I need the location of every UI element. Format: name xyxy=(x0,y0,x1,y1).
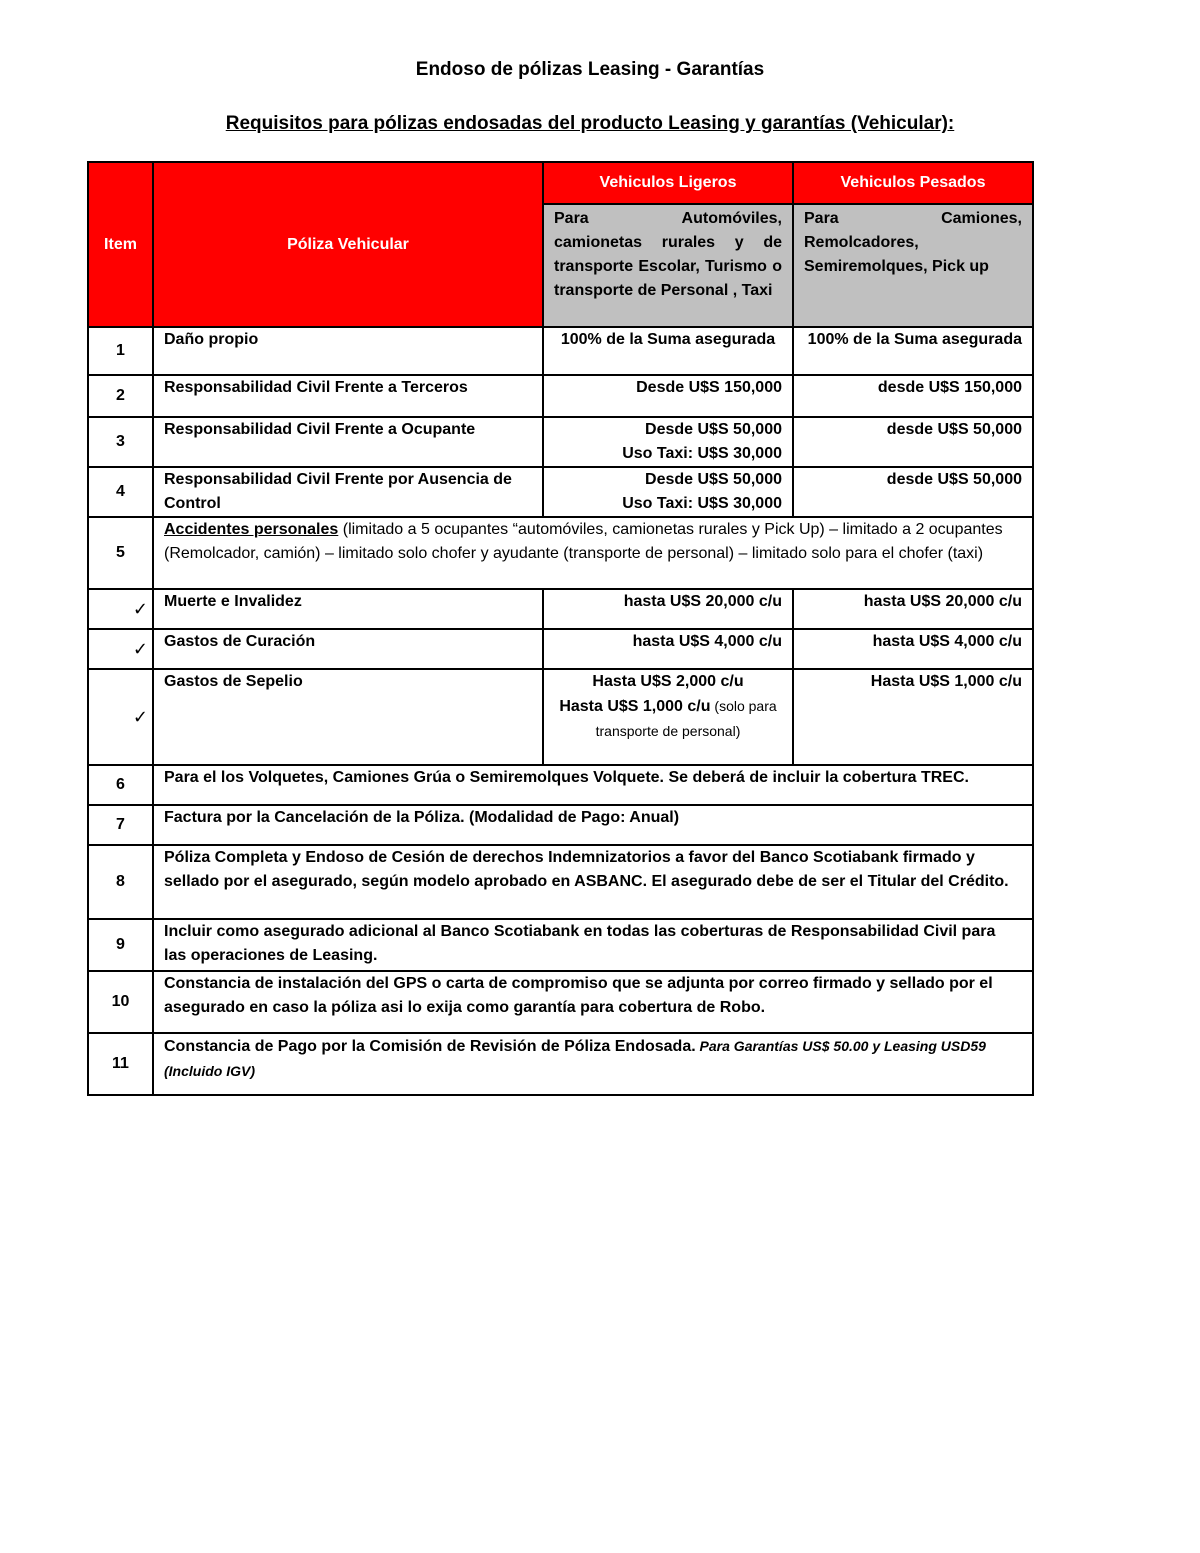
accidentes-personales-detail: (limitado a 5 ocupantes “automóviles, camionetas rurales y Pick Up) – limitado a 2 ocupantes (Remolcador, camión) – limitado solo chofer y ayudante (transporte de personal) – limitado solo para el chofer (taxi) xyxy=(164,521,1003,562)
accidentes-personales-label: Accidentes personales xyxy=(164,521,339,538)
ligeros-value-line: Uso Taxi: U$S 30,000 xyxy=(622,495,782,512)
ligeros-value xyxy=(543,669,793,765)
row-number: 10 xyxy=(88,971,153,1033)
requirements-table xyxy=(87,161,1034,1096)
row-description xyxy=(153,1033,1033,1095)
table-row xyxy=(88,589,1033,629)
checkmark-icon: ✓ xyxy=(88,629,153,669)
table-row xyxy=(88,467,1033,517)
table-row xyxy=(88,765,1033,805)
ligeros-value: Desde U$S 150,000 xyxy=(543,375,793,417)
row-description: Póliza Completa y Endoso de Cesión de derechos Indemnizatorios a favor del Banco Scotiabank firmado y sellado por el asegurado, según modelo aprobado en ASBANC. El asegurado debe de ser el Titular del Crédito. xyxy=(153,845,1033,919)
table-row xyxy=(88,919,1033,971)
row-number: 3 xyxy=(88,417,153,467)
header-ligeros: Vehiculos Ligeros xyxy=(543,162,793,204)
pesados-value: 100% de la Suma asegurada xyxy=(793,327,1033,375)
ligeros-value-line: Desde U$S 50,000 xyxy=(645,421,782,438)
table-row xyxy=(88,517,1033,589)
row-description: Responsabilidad Civil Frente por Ausencia de Control xyxy=(153,467,543,517)
pesados-value: desde U$S 150,000 xyxy=(793,375,1033,417)
ligeros-value xyxy=(543,417,793,467)
ligeros-value-line: Hasta U$S 2,000 c/u xyxy=(592,673,744,690)
table-row xyxy=(88,375,1033,417)
header-pesados-desc: Para Camiones, Remolcadores, Semiremolques, Pick up xyxy=(793,204,1033,327)
row-description: Para el los Volquetes, Camiones Grúa o Semiremolques Volquete. Se deberá de incluir la cobertura TREC. xyxy=(153,765,1033,805)
row-description: Gastos de Sepelio xyxy=(153,669,543,765)
pesados-value: desde U$S 50,000 xyxy=(793,467,1033,517)
header-ligeros-desc: Para Automóviles, camionetas rurales y de transporte Escolar, Turismo o transporte de Personal , Taxi xyxy=(543,204,793,327)
row-description: Responsabilidad Civil Frente a Ocupante xyxy=(153,417,543,467)
table-row xyxy=(88,629,1033,669)
table-header-row xyxy=(88,162,1033,204)
row-description xyxy=(153,517,1033,589)
pesados-value: hasta U$S 4,000 c/u xyxy=(793,629,1033,669)
document-subtitle: Requisitos para pólizas endosadas del producto Leasing y garantías (Vehicular): xyxy=(225,113,955,134)
ligeros-value-line: Desde U$S 50,000 xyxy=(645,471,782,488)
row-number: 2 xyxy=(88,375,153,417)
header-item: Item xyxy=(88,162,153,327)
ligeros-value-note: (solo para transporte de personal) xyxy=(595,698,777,739)
checkmark-icon: ✓ xyxy=(88,669,153,765)
row-description: Muerte e Invalidez xyxy=(153,589,543,629)
ligeros-value-line xyxy=(554,694,782,744)
table-row xyxy=(88,971,1033,1033)
row-description: Responsabilidad Civil Frente a Terceros xyxy=(153,375,543,417)
table-row xyxy=(88,1033,1033,1095)
row-description: Constancia de instalación del GPS o carta de compromiso que se adjunta por correo firmado y sellado por el asegurado en caso la póliza asi lo exija como garantía para cobertura de Robo. xyxy=(153,971,1033,1033)
table-row xyxy=(88,805,1033,845)
row-number: 7 xyxy=(88,805,153,845)
row-description: Gastos de Curación xyxy=(153,629,543,669)
row-number: 9 xyxy=(88,919,153,971)
header-pesados: Vehiculos Pesados xyxy=(793,162,1033,204)
row-number: 11 xyxy=(88,1033,153,1095)
ligeros-value: hasta U$S 20,000 c/u xyxy=(543,589,793,629)
pesados-value: desde U$S 50,000 xyxy=(793,417,1033,467)
ligeros-value-line: Uso Taxi: U$S 30,000 xyxy=(622,445,782,462)
table-row xyxy=(88,845,1033,919)
row-number: 1 xyxy=(88,327,153,375)
row-description-main: Constancia de Pago por la Comisión de Revisión de Póliza Endosada. xyxy=(164,1038,696,1055)
ligeros-value: 100% de la Suma asegurada xyxy=(543,327,793,375)
header-poliza: Póliza Vehicular xyxy=(153,162,543,327)
row-description: Incluir como asegurado adicional al Banco Scotiabank en todas las coberturas de Responsabilidad Civil para las operaciones de Leasing. xyxy=(153,919,1033,971)
ligeros-value-amount: Hasta U$S 1,000 c/u xyxy=(559,698,711,715)
pesados-value: Hasta U$S 1,000 c/u xyxy=(793,669,1033,765)
document-title: Endoso de pólizas Leasing - Garantías xyxy=(415,59,765,80)
checkmark-icon: ✓ xyxy=(88,589,153,629)
row-number: 8 xyxy=(88,845,153,919)
ligeros-value: hasta U$S 4,000 c/u xyxy=(543,629,793,669)
row-description-note: Para Garantías US$ 50.00 y Leasing USD59 (Incluido IGV) xyxy=(164,1038,986,1079)
row-description: Factura por la Cancelación de la Póliza. (Modalidad de Pago: Anual) xyxy=(153,805,1033,845)
table-row xyxy=(88,417,1033,467)
row-number: 6 xyxy=(88,765,153,805)
table-row xyxy=(88,669,1033,765)
row-number: 5 xyxy=(88,517,153,589)
ligeros-value xyxy=(543,467,793,517)
row-description: Daño propio xyxy=(153,327,543,375)
row-number: 4 xyxy=(88,467,153,517)
pesados-value: hasta U$S 20,000 c/u xyxy=(793,589,1033,629)
table-row xyxy=(88,327,1033,375)
